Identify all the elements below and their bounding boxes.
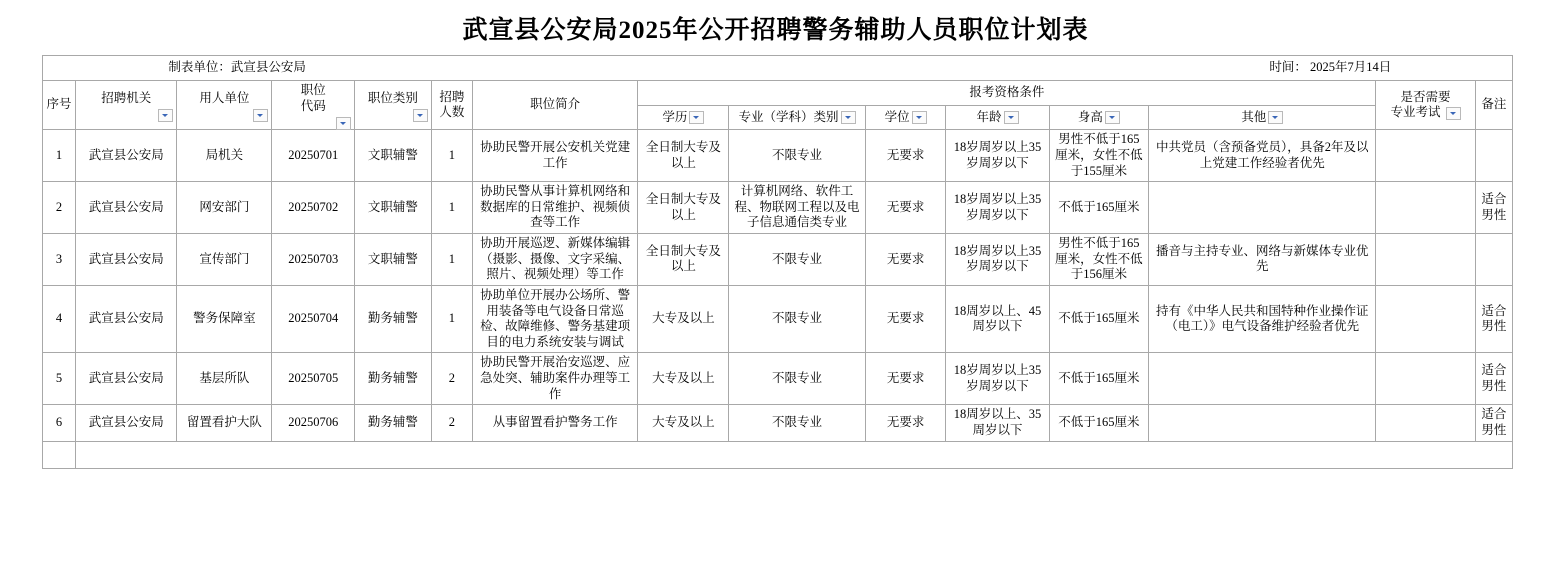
column-header-other: 其他 (1149, 105, 1376, 130)
cell-code: 20250704 (272, 285, 355, 353)
filter-dropdown-icon[interactable] (689, 111, 704, 124)
cell-agency: 武宣县公安局 (76, 182, 177, 234)
cell-education: 全日制大专及以上 (638, 130, 729, 182)
cell-seq: 3 (43, 234, 76, 286)
table-row (43, 182, 1513, 234)
cell-degree: 无要求 (865, 182, 946, 234)
cell-agency: 武宣县公安局 (76, 405, 177, 441)
cell-major: 不限专业 (729, 130, 865, 182)
cell-height: 不低于165厘米 (1049, 182, 1148, 234)
cell-education: 大专及以上 (638, 405, 729, 441)
cell-unit: 宣传部门 (177, 234, 272, 286)
table-row (43, 234, 1513, 286)
filter-dropdown-icon[interactable] (336, 117, 351, 130)
cell-count: 1 (431, 130, 472, 182)
table-header-row-1 (43, 81, 1513, 106)
cell-exam (1376, 234, 1475, 286)
cell-education: 全日制大专及以上 (638, 182, 729, 234)
cell-major: 不限专业 (729, 353, 865, 405)
column-header-agency: 招聘机关 (76, 81, 177, 130)
cell-count: 2 (431, 353, 472, 405)
cell-height: 不低于165厘米 (1049, 285, 1148, 353)
cell-agency: 武宣县公安局 (76, 130, 177, 182)
cell-unit: 留置看护大队 (177, 405, 272, 441)
cell-intro: 从事留置看护警务工作 (473, 405, 638, 441)
cell-height: 男性不低于165厘米，女性不低于156厘米 (1049, 234, 1148, 286)
cell-unit: 网安部门 (177, 182, 272, 234)
cell-other (1149, 405, 1376, 441)
cell-age: 18岁周岁以上35岁周岁以下 (946, 130, 1049, 182)
cell-other: 中共党员（含预备党员），具备2年及以上党建工作经验者优先 (1149, 130, 1376, 182)
filter-dropdown-icon[interactable] (1268, 111, 1283, 124)
cell-type: 勤务辅警 (355, 405, 432, 441)
cell-type: 勤务辅警 (355, 353, 432, 405)
column-header-remark: 备注 (1475, 81, 1512, 130)
cell-intro: 协助民警开展公安机关党建工作 (473, 130, 638, 182)
cell-age: 18岁周岁以上35岁周岁以下 (946, 182, 1049, 234)
cell-remark (1475, 130, 1512, 182)
cell-agency: 武宣县公安局 (76, 234, 177, 286)
cell-exam (1376, 182, 1475, 234)
column-header-intro: 职位简介 (473, 81, 638, 130)
cell-education: 大专及以上 (638, 353, 729, 405)
column-header-qualification-group: 报考资格条件 (638, 81, 1376, 106)
bottom-cell (43, 441, 76, 468)
column-header-degree: 学位 (865, 105, 946, 130)
cell-code: 20250702 (272, 182, 355, 234)
cell-seq: 4 (43, 285, 76, 353)
filter-dropdown-icon[interactable] (413, 109, 428, 122)
column-header-exam: 是否需要 专业考试 (1376, 81, 1475, 130)
filter-dropdown-icon[interactable] (253, 109, 268, 122)
cell-exam (1376, 405, 1475, 441)
cell-seq: 6 (43, 405, 76, 441)
cell-remark: 适合男性 (1475, 285, 1512, 353)
filter-dropdown-icon[interactable] (1004, 111, 1019, 124)
cell-type: 文职辅警 (355, 130, 432, 182)
cell-other (1149, 182, 1376, 234)
cell-type: 勤务辅警 (355, 285, 432, 353)
cell-remark: 适合男性 (1475, 353, 1512, 405)
cell-intro: 协助民警开展治安巡逻、应急处突、辅助案件办理等工作 (473, 353, 638, 405)
cell-exam (1376, 130, 1475, 182)
cell-degree: 无要求 (865, 353, 946, 405)
column-header-count: 招聘 人数 (431, 81, 472, 130)
cell-major: 不限专业 (729, 405, 865, 441)
cell-other: 播音与主持专业、网络与新媒体专业优先 (1149, 234, 1376, 286)
filter-dropdown-icon[interactable] (1105, 111, 1120, 124)
cell-agency: 武宣县公安局 (76, 285, 177, 353)
job-plan-table (42, 55, 1513, 469)
maker-label: 制表单位：武宣县公安局 (43, 56, 432, 81)
date-value-text: 2025年7月14日 (1309, 60, 1392, 75)
cell-education: 大专及以上 (638, 285, 729, 353)
cell-count: 1 (431, 182, 472, 234)
cell-code: 20250705 (272, 353, 355, 405)
table-row (43, 285, 1513, 353)
cell-other: 持有《中华人民共和国特种作业操作证（电工）》电气设备维护经验者优先 (1149, 285, 1376, 353)
date-label (1149, 56, 1513, 81)
cell-major: 不限专业 (729, 234, 865, 286)
cell-remark: 适合男性 (1475, 405, 1512, 441)
table-bottom-row (43, 441, 1513, 468)
cell-code: 20250703 (272, 234, 355, 286)
cell-code: 20250701 (272, 130, 355, 182)
cell-intro: 协助民警从事计算机网络和数据库的日常维护、视频侦查等工作 (473, 182, 638, 234)
column-header-height: 身高 (1049, 105, 1148, 130)
filter-dropdown-icon[interactable] (1446, 107, 1461, 120)
filter-dropdown-icon[interactable] (841, 111, 856, 124)
cell-height: 男性不低于165厘米，女性不低于155厘米 (1049, 130, 1148, 182)
bottom-cell (76, 441, 1513, 468)
cell-age: 18岁周岁以上35岁周岁以下 (946, 353, 1049, 405)
info-spacer (431, 56, 1148, 81)
cell-unit: 局机关 (177, 130, 272, 182)
cell-age: 18岁周岁以上35岁周岁以下 (946, 234, 1049, 286)
cell-type: 文职辅警 (355, 234, 432, 286)
page-title: 武宣县公安局2025年公开招聘警务辅助人员职位计划表 (462, 17, 1089, 44)
cell-degree: 无要求 (865, 285, 946, 353)
column-header-major: 专业（学科）类别 (729, 105, 865, 130)
column-header-type: 职位类别 (355, 81, 432, 130)
table-row (43, 130, 1513, 182)
cell-age: 18周岁以上、45周岁以下 (946, 285, 1049, 353)
cell-code: 20250706 (272, 405, 355, 441)
table-row (43, 353, 1513, 405)
column-header-seq: 序号 (43, 81, 76, 130)
cell-degree: 无要求 (865, 405, 946, 441)
cell-unit: 警务保障室 (177, 285, 272, 353)
cell-seq: 5 (43, 353, 76, 405)
cell-seq: 2 (43, 182, 76, 234)
cell-major: 不限专业 (729, 285, 865, 353)
cell-count: 2 (431, 405, 472, 441)
column-header-age: 年龄 (946, 105, 1049, 130)
cell-education: 全日制大专及以上 (638, 234, 729, 286)
cell-intro: 协助单位开展办公场所、警用装备等电气设备日常巡检、故障维修、警务基建项目的电力系统安装与调试 (473, 285, 638, 353)
table-info-row (43, 56, 1513, 81)
column-header-education: 学历 (638, 105, 729, 130)
cell-unit: 基层所队 (177, 353, 272, 405)
cell-exam (1376, 285, 1475, 353)
cell-height: 不低于165厘米 (1049, 405, 1148, 441)
cell-major: 计算机网络、软件工程、物联网工程以及电子信息通信类专业 (729, 182, 865, 234)
cell-height: 不低于165厘米 (1049, 353, 1148, 405)
cell-age: 18周岁以上、35周岁以下 (946, 405, 1049, 441)
cell-other (1149, 353, 1376, 405)
filter-dropdown-icon[interactable] (158, 109, 173, 122)
cell-remark (1475, 234, 1512, 286)
filter-dropdown-icon[interactable] (912, 111, 927, 124)
column-header-unit: 用人单位 (177, 81, 272, 130)
cell-count: 1 (431, 234, 472, 286)
cell-type: 文职辅警 (355, 182, 432, 234)
cell-agency: 武宣县公安局 (76, 353, 177, 405)
column-header-code: 职位 代码 (272, 81, 355, 130)
cell-degree: 无要求 (865, 130, 946, 182)
cell-remark: 适合男性 (1475, 182, 1512, 234)
cell-intro: 协助开展巡逻、新媒体编辑（摄影、摄像、文字采编、照片、视频处理）等工作 (473, 234, 638, 286)
cell-degree: 无要求 (865, 234, 946, 286)
cell-seq: 1 (43, 130, 76, 182)
cell-exam (1376, 353, 1475, 405)
cell-count: 1 (431, 285, 472, 353)
table-row (43, 405, 1513, 441)
date-label-text: 时间： (1269, 60, 1307, 75)
